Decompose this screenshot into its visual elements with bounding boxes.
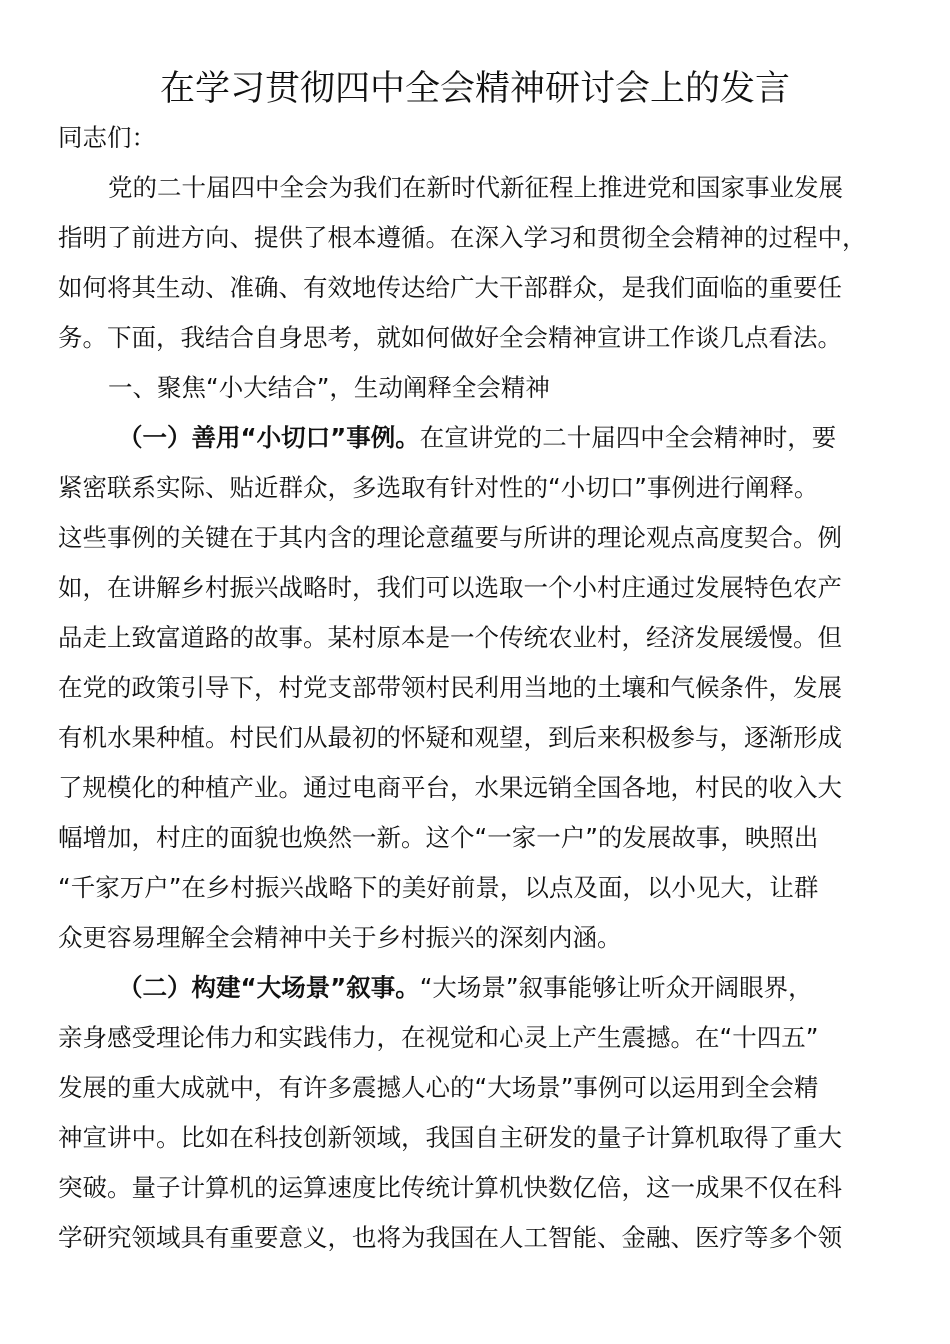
paragraph-line: 亲身感受理论伟力和实践伟力，在视觉和心灵上产生震撼。在“十四五” (58, 1023, 819, 1052)
paragraph-line: 指明了前进方向、提供了根本遵循。在深入学习和贯彻全会精神的过程中， (58, 223, 867, 252)
document-body (58, 113, 882, 1263)
paragraph-line: 如，在讲解乡村振兴战略时，我们可以选取一个小村庄通过发展特色农产 (58, 573, 842, 602)
paragraph-line: 众更容易理解全会精神中关于乡村振兴的深刻内涵。 (58, 923, 622, 952)
paragraph-line: 发展的重大成就中，有许多震撼人心的“大场景”事例可以运用到全会精 (58, 1073, 819, 1102)
paragraph-line: 学研究领域具有重要意义，也将为我国在人工智能、金融、医疗等多个领 (58, 1223, 842, 1252)
paragraph-line: 品走上致富道路的故事。某村原本是一个传统农业村，经济发展缓慢。但 (58, 623, 842, 652)
paragraph-line: 紧密联系实际、贴近群众，多选取有针对性的“小切口”事例进行阐释。 (58, 473, 819, 502)
document-title: 在学习贯彻四中全会精神研讨会上的发言 (159, 69, 790, 109)
section-heading: 一、聚焦“小大结合”，生动阐释全会精神 (108, 373, 550, 402)
item1-paragraph (58, 413, 882, 963)
paragraph-line: 了规模化的种植产业。通过电商平台，水果远销全国各地，村民的收入大 (58, 773, 842, 802)
paragraph-line (58, 413, 882, 463)
paragraph-line: 如何将其生动、准确、有效地传达给广大干部群众，是我们面临的重要任 (58, 273, 842, 302)
paragraph-line: 神宣讲中。比如在科技创新领域，我国自主研发的量子计算机取得了重大 (58, 1123, 842, 1152)
item-text: “大场景”叙事能够让听众开阔眼界， (419, 973, 813, 1002)
item-heading: （一）善用“小切口”事例。 (118, 423, 420, 452)
paragraph-line: 在党的政策引导下，村党支部带领村民利用当地的土壤和气候条件，发展 (58, 673, 842, 702)
paragraph-line (58, 963, 882, 1013)
item-heading: （二）构建“大场景”叙事。 (118, 973, 420, 1002)
paragraph-line: 务。下面，我结合自身思考，就如何做好全会精神宣讲工作谈几点看法。 (58, 323, 842, 352)
paragraph-line: 有机水果种植。村民们从最初的怀疑和观望，到后来积极参与，逐渐形成 (58, 723, 842, 752)
paragraph-line: 突破。量子计算机的运算速度比传统计算机快数亿倍，这一成果不仅在科 (58, 1173, 842, 1202)
item2-paragraph (58, 963, 882, 1263)
paragraph-line: 这些事例的关键在于其内含的理论意蕴要与所讲的理论观点高度契合。例 (58, 523, 842, 552)
paragraph-line: “千家万户”在乡村振兴战略下的美好前景，以点及面，以小见大，让群 (58, 873, 819, 902)
item-text: 在宣讲党的二十届四中全会精神时，要 (419, 423, 837, 452)
salutation: 同志们： (58, 123, 156, 152)
paragraph-line: 党的二十届四中全会为我们在新时代新征程上推进党和国家事业发展 (108, 173, 843, 202)
intro-paragraph (58, 163, 882, 363)
paragraph-line: 幅增加，村庄的面貌也焕然一新。这个“一家一户”的发展故事，映照出 (58, 823, 819, 852)
